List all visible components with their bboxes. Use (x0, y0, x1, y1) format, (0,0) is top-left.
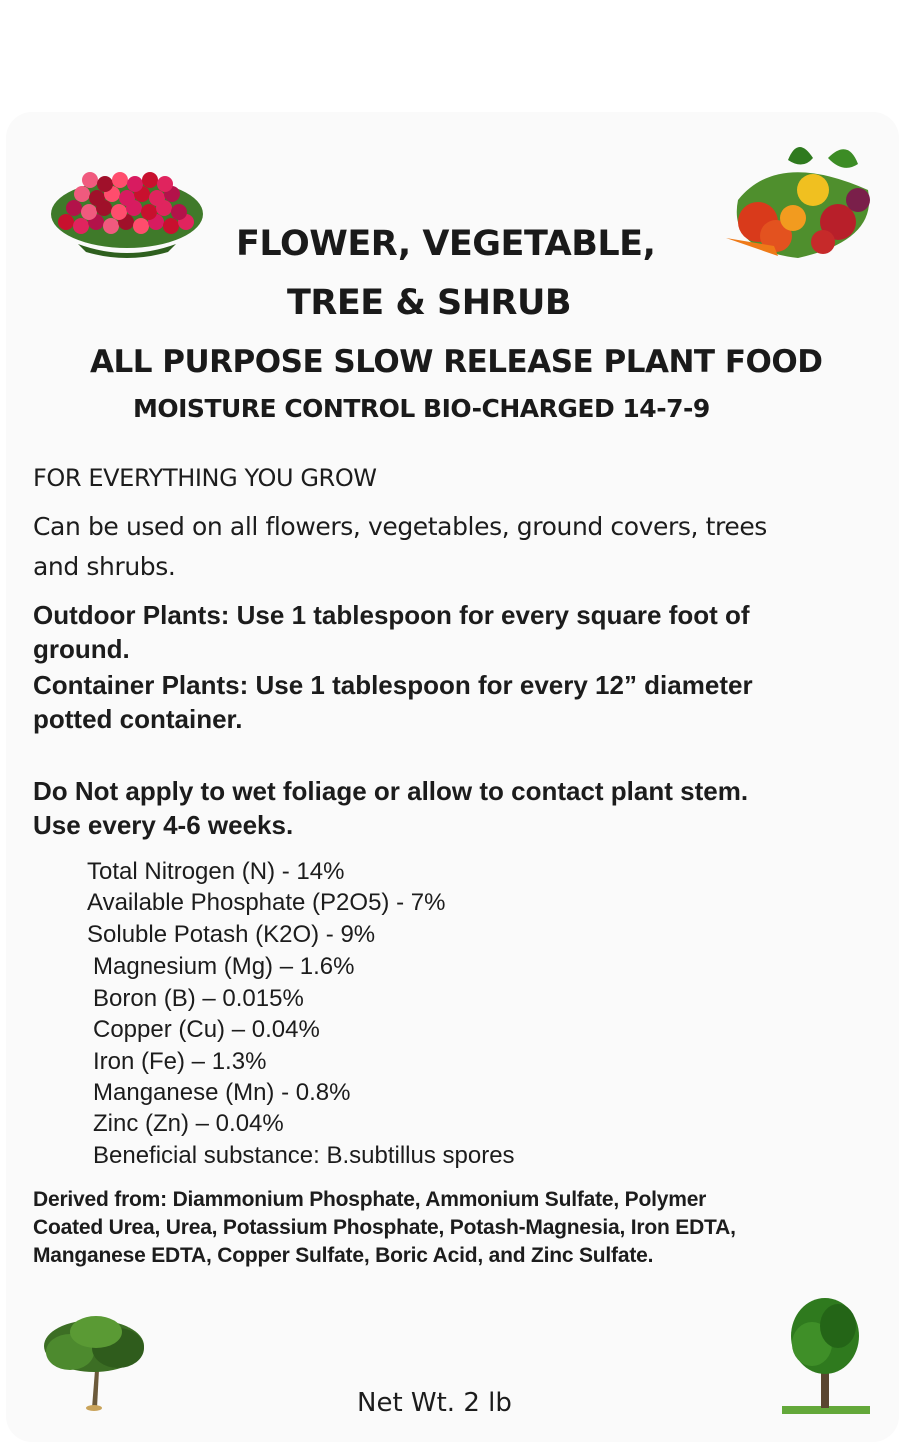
warning-line-1: Do Not apply to wet foliage or allow to contact plant stem. (33, 776, 749, 806)
warning-line-2: Use every 4-6 weeks. (33, 810, 294, 840)
nutrient-item: Soluble Potash (K2O) - 9% (87, 921, 376, 948)
nutrient-item: Total Nitrogen (N) - 14% (87, 858, 345, 885)
usage-line-1: Can be used on all flowers, vegetables, ground covers, trees (33, 512, 767, 541)
title-line-1: FLOWER, VEGETABLE, (236, 224, 656, 264)
nutrient-item: Magnesium (Mg) – 1.6% (93, 953, 355, 980)
product-subtitle: ALL PURPOSE SLOW RELEASE PLANT FOOD (90, 344, 823, 380)
warning-text (33, 774, 748, 842)
nutrient-item: Beneficial substance: B.subtillus spores (93, 1142, 515, 1169)
container-line-1: Container Plants: Use 1 tablespoon for every 12” diameter (33, 670, 753, 700)
nutrient-item: Zinc (Zn) – 0.04% (93, 1110, 284, 1137)
nutrient-item: Manganese (Mn) - 0.8% (93, 1079, 351, 1106)
nutrient-item: Iron (Fe) – 1.3% (93, 1048, 267, 1075)
derived-from-text (33, 1186, 736, 1270)
tree-image (776, 1296, 876, 1418)
container-line-2: potted container. (33, 704, 243, 734)
section-heading: FOR EVERYTHING YOU GROW (33, 464, 377, 492)
product-subtitle-2: MOISTURE CONTROL BIO-CHARGED 14-7-9 (133, 394, 710, 423)
net-weight: Net Wt. 2 lb (357, 1388, 512, 1418)
nutrient-item: Boron (B) – 0.015% (93, 985, 304, 1012)
derived-line-1: Derived from: Diammonium Phosphate, Ammonium Sulfate, Polymer (33, 1188, 707, 1211)
flower-basket-image (48, 152, 206, 258)
nutrient-item: Copper (Cu) – 0.04% (93, 1016, 320, 1043)
shrub-image (40, 1312, 148, 1412)
title-line-2: TREE & SHRUB (287, 283, 572, 323)
nutrient-item: Available Phosphate (P2O5) - 7% (87, 889, 446, 916)
outdoor-instructions (33, 598, 750, 666)
usage-line-2: and shrubs. (33, 552, 176, 581)
outdoor-line-2: ground. (33, 634, 130, 664)
usage-paragraph (33, 507, 767, 587)
derived-line-3: Manganese EDTA, Copper Sulfate, Boric Acid, and Zinc Sulfate. (33, 1244, 654, 1267)
vegetables-image (718, 130, 880, 264)
derived-line-2: Coated Urea, Urea, Potassium Phosphate, Potash-Magnesia, Iron EDTA, (33, 1216, 736, 1239)
container-instructions (33, 668, 753, 736)
outdoor-line-1: Outdoor Plants: Use 1 tablespoon for every square foot of (33, 600, 750, 630)
